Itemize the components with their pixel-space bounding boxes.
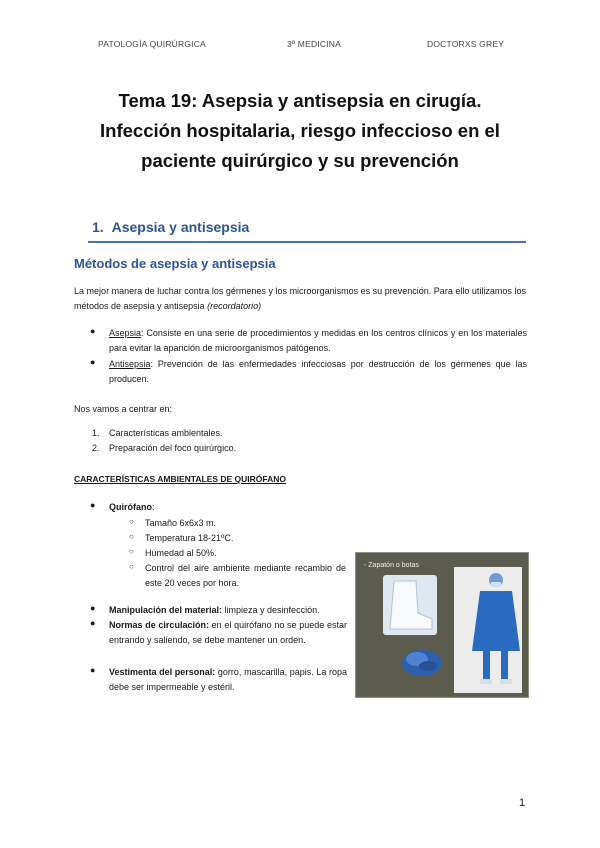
bullet-icon: ● [90, 326, 96, 336]
bullet-icon: ● [90, 603, 96, 613]
quirofano-spec: Control del aire ambiente mediante recambio de este 20 veces por hora. [145, 563, 346, 588]
surgical-attire-illustration [356, 553, 528, 697]
title-line-1: Tema 19: Asepsia y antisepsia en cirugía. [118, 90, 482, 111]
header-subject: PATOLOGÍA QUIRÚRGICA [98, 39, 206, 49]
quirofano-colon: : [152, 502, 155, 512]
bullet-icon: ● [90, 500, 96, 510]
section-heading [92, 219, 249, 235]
bullet-icon: ● [90, 357, 96, 367]
list-number: 2. [92, 443, 100, 453]
mask-icon [491, 582, 501, 587]
bullet-manipulacion [109, 603, 347, 618]
focus-intro: Nos vamos a centrar en: [74, 404, 173, 414]
bullet-term: Vestimenta del personal: [109, 667, 216, 677]
definition-text: : Prevención de las enfermedades infecciosas por destrucción de los gérmenes que las producen. [109, 359, 527, 384]
header-author: DOCTORXS GREY [427, 39, 505, 49]
quirofano-spec: Tamaño 6x6x3 m. [145, 518, 217, 528]
header-course: 3º MEDICINA [287, 39, 341, 49]
circle-bullet-icon: ○ [129, 517, 134, 526]
definition-antisepsia [109, 357, 527, 387]
bullet-text: limpieza y desinfección. [222, 605, 320, 615]
title-line-2: Infección hospitalaria, riesgo infeccioso en el [100, 120, 500, 141]
section-number: 1. [92, 219, 104, 235]
bullet-term: Manipulación del material: [109, 605, 223, 615]
bullet-term: Normas de circulación: [109, 620, 209, 630]
circle-bullet-icon: ○ [129, 547, 134, 556]
quirofano-item [109, 500, 155, 515]
definition-text: : Consiste en una serie de procedimientos y medidas en los centros clínicos y en los materiales para evitar la aparición de microorganismos patógenos. [109, 328, 527, 353]
list-item: Preparación del foco quirúrgico. [109, 443, 237, 453]
surgical-attire-photo [355, 552, 529, 698]
page-title [70, 86, 530, 176]
intro-italic: (recordatorio) [207, 301, 262, 311]
section-title: Asepsia y antisepsia [111, 219, 250, 235]
term-antisepsia: Antisepsia [109, 359, 151, 369]
photo-caption: - Zapatón o botas [364, 562, 419, 569]
quirofano-label: Quirófano [109, 502, 152, 512]
bullet-icon: ● [90, 665, 96, 675]
surgical-gown-icon [472, 591, 520, 651]
section-divider [88, 241, 526, 243]
list-item: Características ambientales. [109, 428, 223, 438]
bullet-text: en el quirófano no se puede estar entrando y saliendo, se debe mantener un orden. [109, 620, 347, 645]
bullet-text: gorro, mascarilla, papis. La ropa debe ser impermeable y estéril. [109, 667, 347, 692]
subsection-heading: Métodos de asepsia y antisepsia [74, 256, 276, 271]
bullet-circulacion [109, 618, 347, 648]
env-heading: CARACTERÍSTICAS AMBIENTALES DE QUIRÓFANO [74, 474, 287, 484]
circle-bullet-icon: ○ [129, 532, 134, 541]
quirofano-spec: Temperatura 18-21ºC. [145, 533, 234, 543]
quirofano-spec: Humedad al 50%. [145, 548, 217, 558]
list-number: 1. [92, 428, 100, 438]
term-asepsia: Asepsia [109, 328, 142, 338]
bullet-icon: ● [90, 618, 96, 628]
bullet-vestimenta [109, 665, 347, 695]
intro-text: La mejor manera de luchar contra los gérmenes y los microorganismos es su prevención. Para ello utilizamos los métodos de asepsia y antisepsia [74, 286, 526, 311]
definition-asepsia [109, 326, 527, 356]
page-number: 1 [519, 797, 526, 809]
title-line-3: paciente quirúrgico y su prevención [141, 150, 459, 171]
circle-bullet-icon: ○ [129, 562, 134, 571]
intro-paragraph [74, 284, 526, 314]
